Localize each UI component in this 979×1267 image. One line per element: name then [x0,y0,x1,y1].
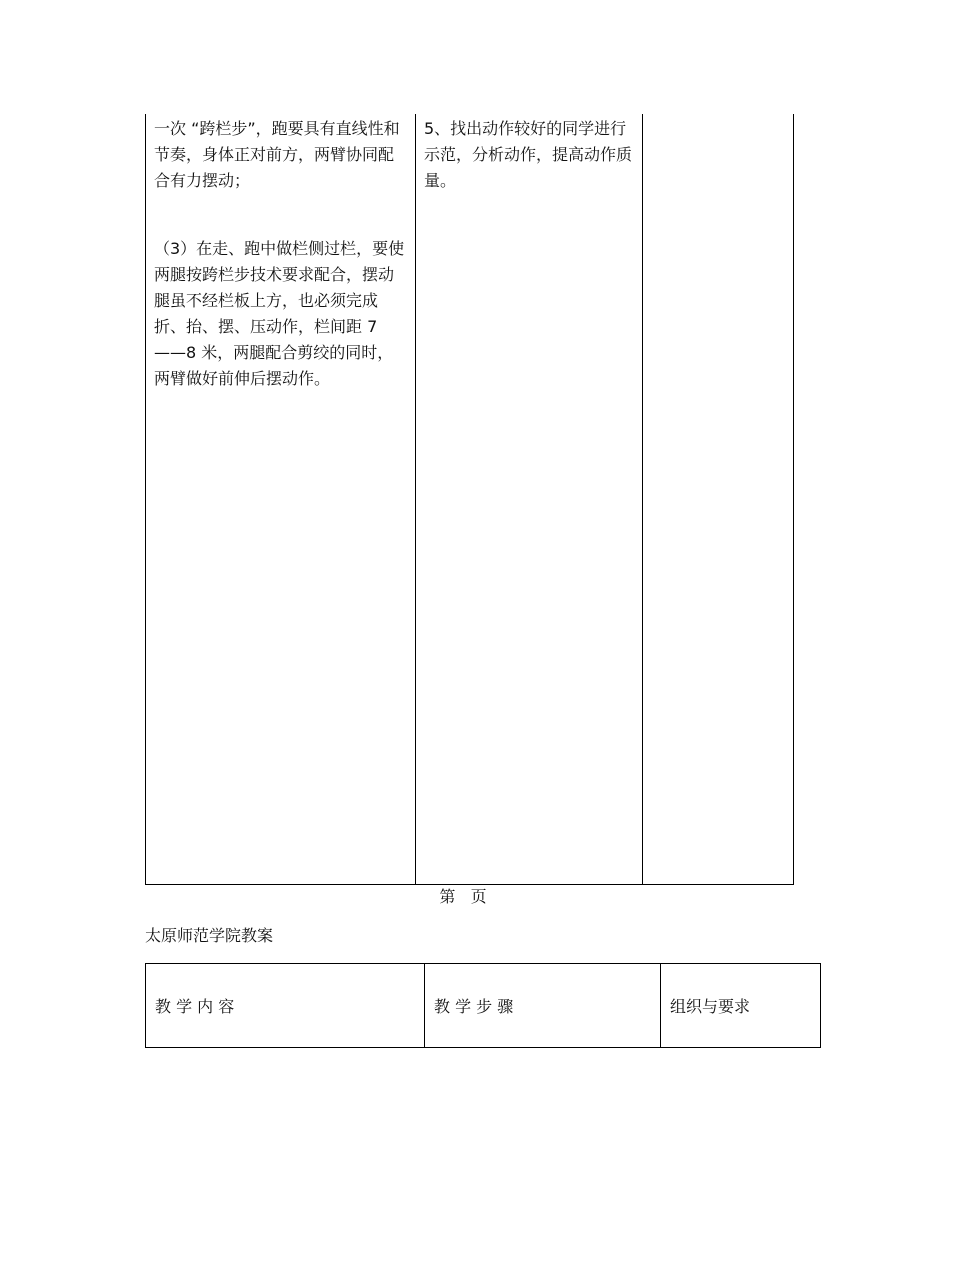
lesson-plan-header-table [145,963,821,1048]
header-teaching-steps: 教 学 步 骤 [425,964,661,1048]
lesson-plan-continued-table [145,114,794,885]
content-paragraph-2: （3）在走、跑中做栏侧过栏，要使两腿按跨栏步技术要求配合，摆动腿虽不经栏板上方，也必须完成折、抬、摆、压动作，栏间距 7——8 米，两腿配合剪绞的同时，两臂做好前伸后摆动作。 [154,239,405,388]
page-number: 第 页 [439,887,487,906]
content-paragraph-1: 一次 “跨栏步”，跑要具有直线性和节奏，身体正对前方，两臂协同配合有力摆动； [154,119,400,190]
school-title: 太原师范学院教案 [145,926,274,945]
organization-cell [643,114,794,885]
teaching-content-cell [146,114,416,885]
header-organization-requirements: 组织与要求 [661,964,821,1048]
steps-paragraph-1: 5、找出动作较好的同学进行示范，分析动作，提高动作质量。 [424,119,633,190]
table-row [146,114,794,885]
table-header-row [146,964,821,1048]
teaching-steps-cell [416,114,643,885]
header-teaching-content: 教 学 内 容 [146,964,425,1048]
